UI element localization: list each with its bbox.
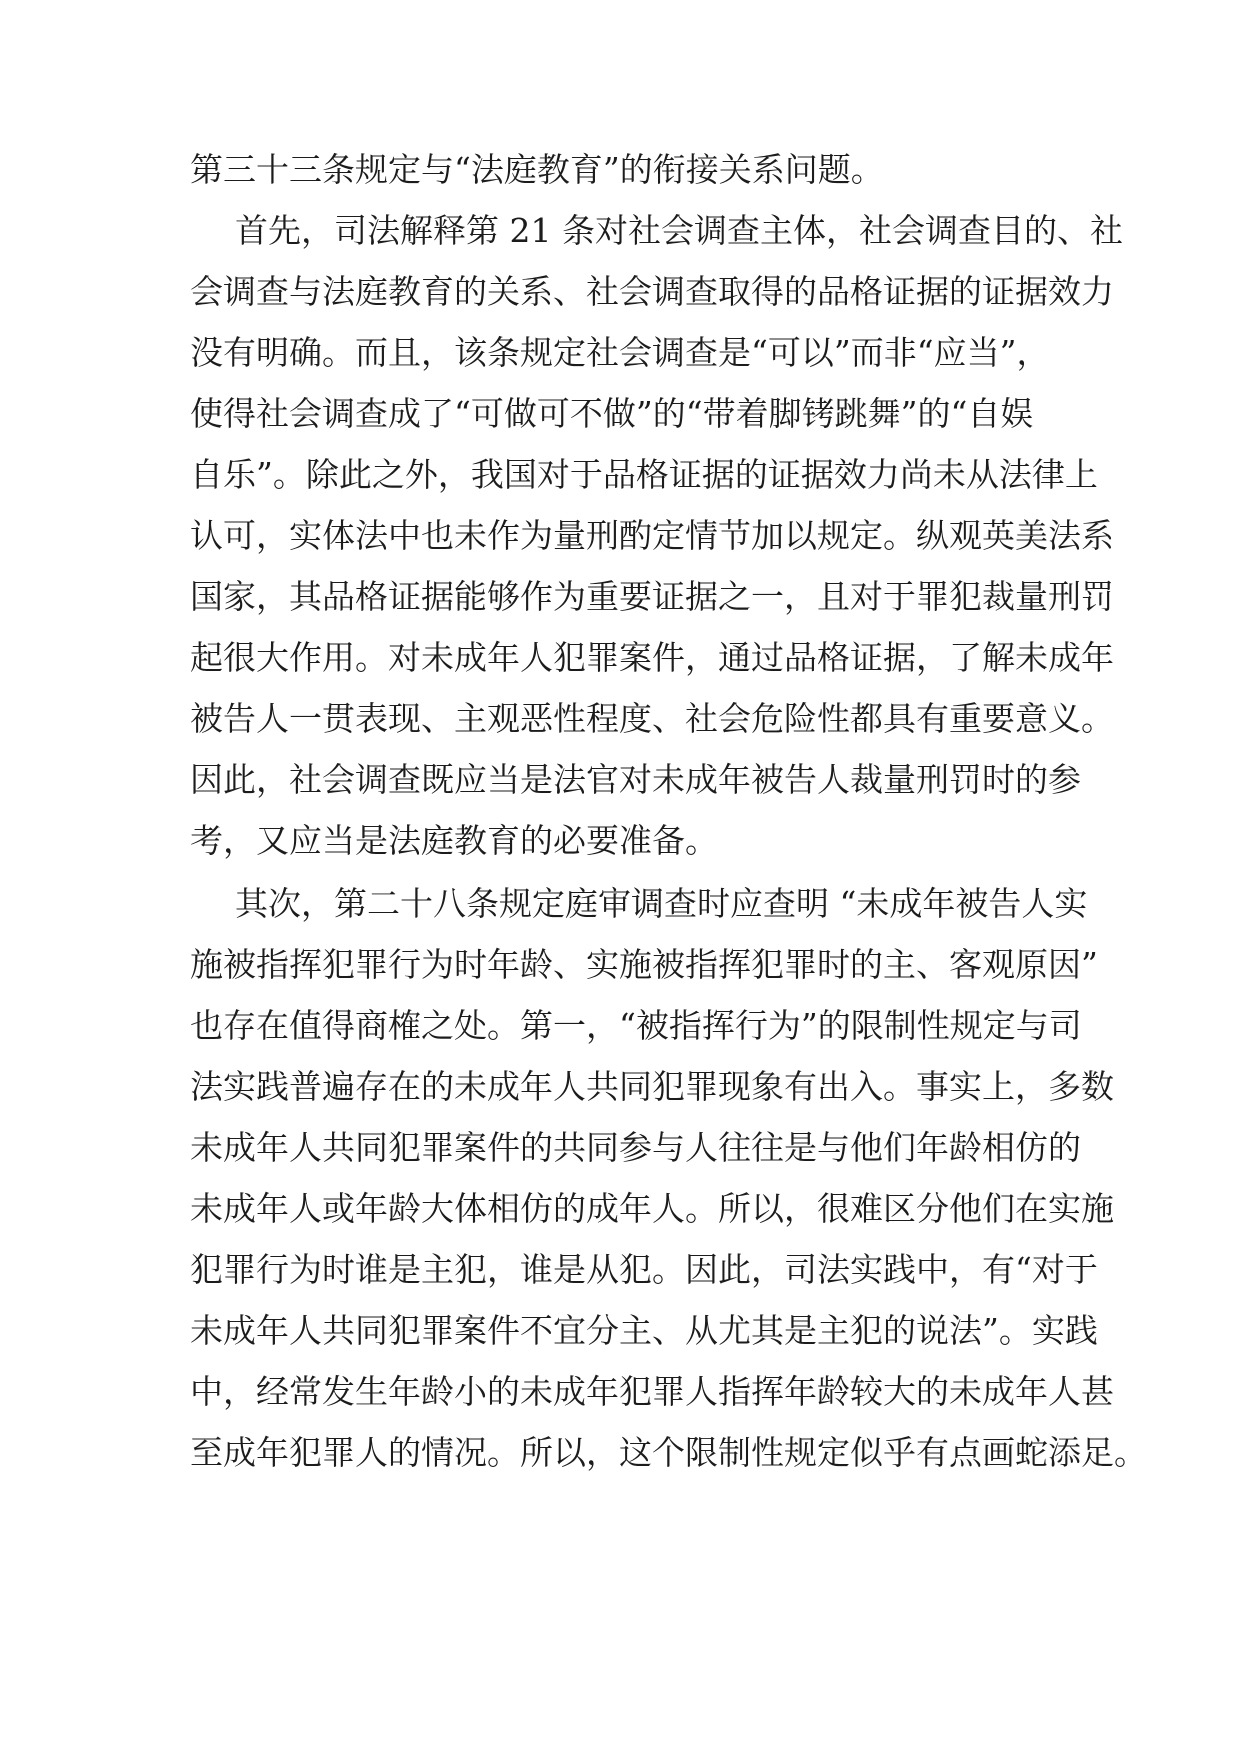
text-line: 犯罪行为时谁是主犯，谁是从犯。因此，司法实践中，有“对于 bbox=[190, 1250, 1098, 1289]
text-line: 被告人一贯表现、主观恶性程度、社会危险性都具有重要意义。 bbox=[190, 699, 1114, 738]
text-line: 首先，司法解释第 21 条对社会调查主体，社会调查目的、社 bbox=[235, 211, 1123, 250]
text-line: 国家，其品格证据能够作为重要证据之一，且对于罪犯裁量刑罚 bbox=[190, 577, 1114, 616]
text-line: 其次，第二十八条规定庭审调查时应查明 “未成年被告人实 bbox=[235, 884, 1088, 923]
text-line: 至成年犯罪人的情况。所以，这个限制性规定似乎有点画蛇添足。 bbox=[190, 1433, 1147, 1472]
text-line: 未成年人共同犯罪案件不宜分主、从尤其是主犯的说法”。实践 bbox=[190, 1311, 1098, 1350]
text-line: 会调查与法庭教育的关系、社会调查取得的品格证据的证据效力 bbox=[190, 272, 1114, 311]
text-line: 起很大作用。对未成年人犯罪案件，通过品格证据，了解未成年 bbox=[190, 638, 1114, 677]
text-line: 认可，实体法中也未作为量刑酌定情节加以规定。纵观英美法系 bbox=[190, 516, 1114, 555]
text-line: 施被指挥犯罪行为时年龄、实施被指挥犯罪时的主、客观原因” bbox=[190, 945, 1098, 984]
text-line: 法实践普遍存在的未成年人共同犯罪现象有出入。事实上，多数 bbox=[190, 1067, 1114, 1106]
text-line: 第三十三条规定与“法庭教育”的衔接关系问题。 bbox=[190, 150, 884, 189]
text-line: 因此，社会调查既应当是法官对未成年被告人裁量刑罚时的参 bbox=[190, 760, 1081, 799]
text-line: 没有明确。而且，该条规定社会调查是“可以”而非“应当”， bbox=[190, 333, 1050, 372]
text-line: 考，又应当是法庭教育的必要准备。 bbox=[190, 821, 718, 860]
text-line: 未成年人或年龄大体相仿的成年人。所以，很难区分他们在实施 bbox=[190, 1189, 1114, 1228]
text-line: 使得社会调查成了“可做可不做”的“带着脚铐跳舞”的“自娱 bbox=[190, 394, 1034, 433]
text-line: 中，经常发生年龄小的未成年犯罪人指挥年龄较大的未成年人甚 bbox=[190, 1372, 1114, 1411]
text-line: 自乐”。除此之外，我国对于品格证据的证据效力尚未从法律上 bbox=[190, 455, 1098, 494]
text-line: 也存在值得商榷之处。第一，“被指挥行为”的限制性规定与司 bbox=[190, 1006, 1082, 1045]
text-line: 未成年人共同犯罪案件的共同参与人往往是与他们年龄相仿的 bbox=[190, 1128, 1081, 1167]
